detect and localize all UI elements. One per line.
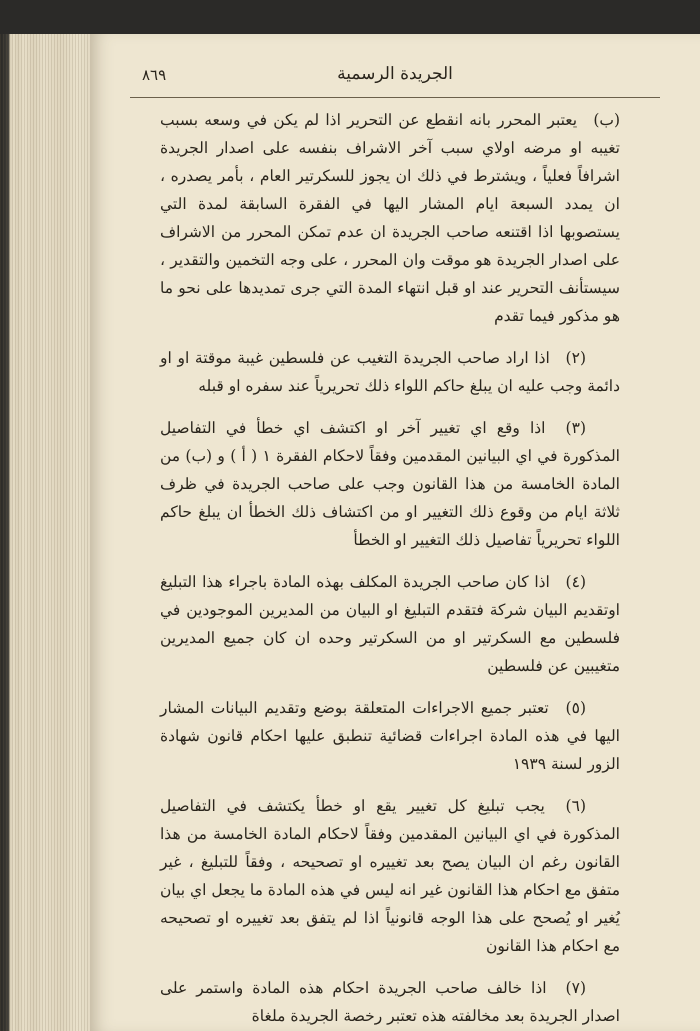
paragraph-text: اذا خالف صاحب الجريدة احكام هذه المادة واستمر على اصدار الجريدة بعد مخالفته هذه تعتبر رخصة الجريدة ملغاة xyxy=(160,979,620,1025)
paragraph-marker: (٧) xyxy=(565,979,586,997)
document-body xyxy=(160,106,621,1025)
paragraph-3 xyxy=(160,414,620,554)
paragraph-text: تعتبر جميع الاجراءات المتعلقة بوضع وتقديم البيانات المشار اليها في هذه المادة اجراءات قضائية تنطبق عليها احكام قانون شهادة الزور لسنة ١٩٣٩ xyxy=(160,699,620,773)
paragraph-5 xyxy=(160,694,620,778)
document-page xyxy=(90,34,700,1031)
paragraph-text: يعتبر المحرر بانه انقطع عن التحرير اذا لم يكن في وسعه بسبب تغيبه او مرضه اولاي سبب آخر الاشراف بنفسه على اصدار الجريدة اشرافاً فعلياً ، ويشترط في ذلك ان يجوز للسكرتير العام ، بأمر يصدره ، ان يمدد السبعة ايام المشار اليها في الفقرة السابقة لمدة التي يستصوبها اذا اقتنعه صاحب الجريدة ان عدم تمكن المحرر من الاشراف على اصدار الجريدة هو موقت وان المحرر ، على وجه التخمين والتقدير ، سيستأنف التحرير عند او قبل انتهاء المدة التي جرى تمديدها على نحو ما هو مذكور فيما تقدم xyxy=(160,111,620,325)
paragraph-text: يجب تبليغ كل تغيير يقع او خطأ يكتشف في التفاصيل المذكورة في اي البيانين المقدمين وفقاً لاحكام المادة الخامسة من هذا القانون رغم ان البيان يصح بعد تغييره او تصحيحه ، وفقاً للتبليغ ، غير متفق مع احكام هذا القانون غير انه ليس في هذه المادة ما يجعل اي بيان يُغير او يُصحح على هذا الوجه قانونياً اذا لم يتفق بعد تغييره او تصحيحه مع احكام هذا القانون xyxy=(160,797,620,955)
page-header xyxy=(130,64,660,98)
paragraph-marker: (ب) xyxy=(593,111,621,129)
paragraph-marker: (٦) xyxy=(565,797,586,815)
paragraph-2 xyxy=(160,344,620,400)
paragraph-7 xyxy=(160,974,620,1030)
header-rule xyxy=(130,97,660,98)
paragraph-6 xyxy=(160,792,620,960)
paragraph-text: اذا وقع اي تغيير آخر او اكتشف اي خطأ في التفاصيل المذكورة في اي البيانين المقدمين وفقاً لاحكام الفقرة ١ ( أ ) و (ب) من المادة الخامسة من هذا القانون وجب على صاحب الجريدة في ظرف ثلاثة ايام من وقوع ذلك التغيير او من اكتشاف ذلك الخطأ ان يبلغ حاكم اللواء تحريرياً تفاصيل ذلك التغيير او الخطأ xyxy=(160,419,620,549)
paragraph-b xyxy=(160,106,620,330)
paragraph-marker: (٤) xyxy=(565,573,586,591)
paragraph-marker: (٣) xyxy=(565,419,586,437)
header-title: الجريدة الرسمية xyxy=(337,64,453,84)
paragraph-marker: (٢) xyxy=(565,349,586,367)
paragraph-marker: (٥) xyxy=(565,699,586,717)
paragraph-text: اذا كان صاحب الجريدة المكلف بهذه المادة باجراء هذا التبليغ اوتقديم البيان شركة فتقدم التبليغ او البيان من المديرين الموجودين في فلسطين مع السكرتير او من السكرتير وحده ان كان جميع المديرين متغيبين عن فلسطين xyxy=(160,573,620,675)
paragraph-4 xyxy=(160,568,620,680)
paragraph-text: اذا اراد صاحب الجريدة التغيب عن فلسطين غيبة موقتة او او دائمة وجب عليه ان يبلغ حاكم اللواء ذلك تحريرياً عند سفره او قبله xyxy=(160,349,620,395)
page-number: ٨٦٩ xyxy=(142,66,167,84)
